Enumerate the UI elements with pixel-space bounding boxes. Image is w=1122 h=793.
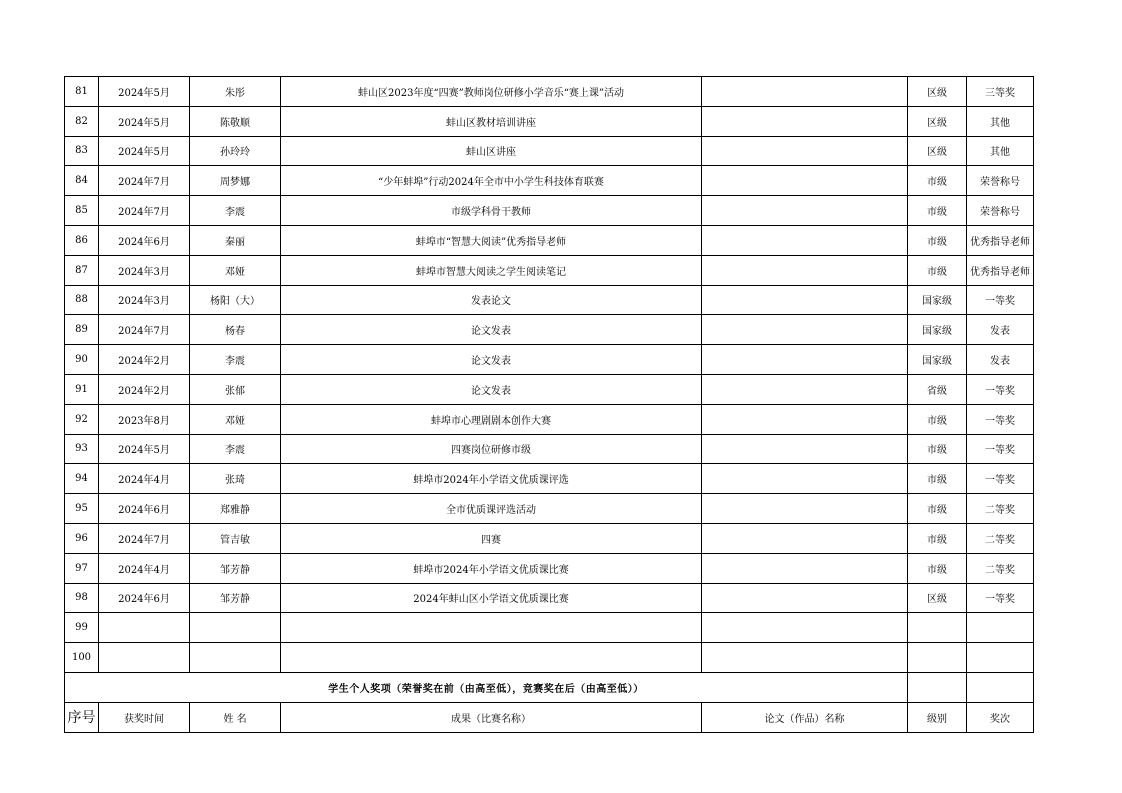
cell-rank[interactable]: 一等奖 [967, 464, 1034, 494]
cell-paper[interactable] [702, 345, 908, 375]
cell-achievement[interactable]: 四赛 [281, 523, 702, 553]
cell-paper[interactable] [702, 523, 908, 553]
section-title-blank-cell[interactable] [967, 672, 1034, 702]
cell-name[interactable]: 李震 [190, 196, 281, 226]
table-row [65, 643, 1034, 673]
cell-name[interactable]: 李震 [190, 345, 281, 375]
cell-name[interactable]: 张郁 [190, 374, 281, 404]
cell-no[interactable]: 100 [65, 643, 99, 673]
cell-level[interactable]: 市级 [908, 166, 967, 196]
cell-rank[interactable]: 二等奖 [967, 553, 1034, 583]
cell-no[interactable]: 88 [65, 285, 99, 315]
cell-achievement[interactable]: 蚌埠市2024年小学语文优质课比赛 [281, 553, 702, 583]
cell-rank[interactable] [967, 643, 1034, 673]
cell-no[interactable]: 95 [65, 494, 99, 524]
cell-no[interactable]: 92 [65, 404, 99, 434]
cell-name[interactable]: 秦丽 [190, 225, 281, 255]
cell-achievement[interactable]: 蚌埠市心理剧剧本创作大赛 [281, 404, 702, 434]
cell-date[interactable]: 2023年8月 [99, 404, 190, 434]
cell-date[interactable] [99, 643, 190, 673]
cell-no[interactable]: 84 [65, 166, 99, 196]
table-row [65, 255, 1034, 285]
cell-no[interactable]: 85 [65, 196, 99, 226]
cell-achievement[interactable]: “少年蚌埠”行动2024年全市中小学生科技体育联赛 [281, 166, 702, 196]
table-row [65, 613, 1034, 643]
cell-no[interactable]: 89 [65, 315, 99, 345]
cell-level[interactable]: 省级 [908, 374, 967, 404]
cell-rank[interactable]: 一等奖 [967, 583, 1034, 613]
cell-rank[interactable]: 其他 [967, 136, 1034, 166]
header-date: 获奖时间 [99, 702, 190, 732]
cell-level[interactable]: 国家级 [908, 345, 967, 375]
cell-rank[interactable]: 发表 [967, 345, 1034, 375]
cell-level[interactable]: 国家级 [908, 285, 967, 315]
cell-paper[interactable] [702, 464, 908, 494]
cell-no[interactable]: 81 [65, 77, 99, 107]
cell-paper[interactable] [702, 315, 908, 345]
header-paper: 论文（作品）名称 [702, 702, 908, 732]
table-row [65, 106, 1034, 136]
cell-rank[interactable] [967, 613, 1034, 643]
cell-level[interactable]: 市级 [908, 404, 967, 434]
cell-achievement[interactable]: 蚌山区讲座 [281, 136, 702, 166]
cell-level[interactable]: 市级 [908, 464, 967, 494]
cell-paper[interactable] [702, 225, 908, 255]
cell-level[interactable]: 市级 [908, 494, 967, 524]
cell-rank[interactable]: 二等奖 [967, 494, 1034, 524]
cell-achievement[interactable]: 四赛岗位研修市级 [281, 434, 702, 464]
section-title-blank-cell[interactable] [908, 672, 967, 702]
cell-no[interactable]: 98 [65, 583, 99, 613]
cell-date[interactable]: 2024年7月 [99, 315, 190, 345]
cell-achievement[interactable]: 全市优质课评选活动 [281, 494, 702, 524]
cell-date[interactable]: 2024年4月 [99, 464, 190, 494]
section-title-row [65, 672, 1034, 702]
cell-no[interactable]: 82 [65, 106, 99, 136]
cell-date[interactable]: 2024年7月 [99, 166, 190, 196]
cell-date[interactable]: 2024年6月 [99, 583, 190, 613]
cell-paper[interactable] [702, 613, 908, 643]
cell-paper[interactable] [702, 285, 908, 315]
cell-name[interactable] [190, 643, 281, 673]
cell-paper[interactable] [702, 106, 908, 136]
cell-date[interactable]: 2024年7月 [99, 196, 190, 226]
table-row [65, 315, 1034, 345]
cell-achievement[interactable]: 论文发表 [281, 345, 702, 375]
cell-rank[interactable]: 荣誉称号 [967, 196, 1034, 226]
cell-achievement[interactable] [281, 643, 702, 673]
cell-achievement[interactable] [281, 613, 702, 643]
cell-level[interactable] [908, 613, 967, 643]
cell-name[interactable]: 管吉敏 [190, 523, 281, 553]
cell-level[interactable]: 区级 [908, 136, 967, 166]
cell-paper[interactable] [702, 166, 908, 196]
cell-name[interactable]: 陈敬顺 [190, 106, 281, 136]
cell-rank[interactable]: 优秀指导老师 [967, 255, 1034, 285]
cell-achievement[interactable]: 2024年蚌山区小学语文优质课比赛 [281, 583, 702, 613]
table-row [65, 404, 1034, 434]
cell-paper[interactable] [702, 77, 908, 107]
cell-date[interactable]: 2024年5月 [99, 106, 190, 136]
cell-name[interactable]: 朱彤 [190, 77, 281, 107]
cell-name[interactable]: 邓娅 [190, 404, 281, 434]
cell-achievement[interactable]: 论文发表 [281, 374, 702, 404]
cell-level[interactable]: 市级 [908, 523, 967, 553]
cell-date[interactable]: 2024年4月 [99, 553, 190, 583]
cell-date[interactable]: 2024年3月 [99, 255, 190, 285]
cell-achievement[interactable]: 论文发表 [281, 315, 702, 345]
cell-achievement[interactable]: 蚌埠市2024年小学语文优质课评选 [281, 464, 702, 494]
award-rows [65, 77, 1034, 673]
table-row [65, 345, 1034, 375]
table-row [65, 136, 1034, 166]
cell-no[interactable]: 91 [65, 374, 99, 404]
cell-date[interactable]: 2024年6月 [99, 494, 190, 524]
cell-rank[interactable]: 一等奖 [967, 404, 1034, 434]
cell-paper[interactable] [702, 255, 908, 285]
cell-paper[interactable] [702, 583, 908, 613]
cell-achievement[interactable]: 蚌埠市智慧大阅读之学生阅读笔记 [281, 255, 702, 285]
cell-date[interactable] [99, 613, 190, 643]
cell-no[interactable]: 86 [65, 225, 99, 255]
cell-paper[interactable] [702, 374, 908, 404]
cell-paper[interactable] [702, 434, 908, 464]
cell-paper[interactable] [702, 136, 908, 166]
awards-table [64, 76, 1034, 733]
cell-no[interactable]: 96 [65, 523, 99, 553]
table-row [65, 166, 1034, 196]
cell-name[interactable]: 杨阳（大） [190, 285, 281, 315]
cell-paper[interactable] [702, 553, 908, 583]
cell-name[interactable]: 邓娅 [190, 255, 281, 285]
cell-date[interactable]: 2024年2月 [99, 374, 190, 404]
table-row [65, 494, 1034, 524]
table-row [65, 434, 1034, 464]
header-name: 姓 名 [190, 702, 281, 732]
header-rank: 奖次 [967, 702, 1034, 732]
cell-name[interactable]: 李震 [190, 434, 281, 464]
cell-date[interactable]: 2024年5月 [99, 136, 190, 166]
cell-rank[interactable]: 优秀指导老师 [967, 225, 1034, 255]
cell-rank[interactable]: 其他 [967, 106, 1034, 136]
table-row [65, 583, 1034, 613]
cell-level[interactable]: 市级 [908, 225, 967, 255]
cell-name[interactable]: 杨春 [190, 315, 281, 345]
cell-name[interactable]: 郑雅静 [190, 494, 281, 524]
cell-level[interactable]: 市级 [908, 196, 967, 226]
header-no: 序号 [65, 702, 99, 732]
cell-name[interactable] [190, 613, 281, 643]
cell-paper[interactable] [702, 404, 908, 434]
cell-level[interactable]: 国家级 [908, 315, 967, 345]
table-row [65, 523, 1034, 553]
cell-no[interactable]: 87 [65, 255, 99, 285]
cell-rank[interactable]: 发表 [967, 315, 1034, 345]
cell-no[interactable]: 93 [65, 434, 99, 464]
cell-name[interactable]: 周梦娜 [190, 166, 281, 196]
table-row [65, 464, 1034, 494]
header-achievement: 成果（比赛名称） [281, 702, 702, 732]
cell-level[interactable]: 市级 [908, 255, 967, 285]
cell-no[interactable]: 99 [65, 613, 99, 643]
cell-level[interactable]: 区级 [908, 583, 967, 613]
cell-level[interactable]: 市级 [908, 553, 967, 583]
cell-name[interactable]: 邹芳静 [190, 583, 281, 613]
cell-name[interactable]: 张琦 [190, 464, 281, 494]
header-level: 级别 [908, 702, 967, 732]
cell-no[interactable]: 94 [65, 464, 99, 494]
cell-rank[interactable]: 一等奖 [967, 374, 1034, 404]
cell-achievement[interactable]: 蚌山区教材培训讲座 [281, 106, 702, 136]
cell-paper[interactable] [702, 643, 908, 673]
column-header-row [65, 702, 1034, 732]
cell-rank[interactable]: 荣誉称号 [967, 166, 1034, 196]
cell-rank[interactable]: 三等奖 [967, 77, 1034, 107]
cell-level[interactable]: 区级 [908, 77, 967, 107]
section-title: 学生个人奖项（荣誉奖在前（由高至低），竞赛奖在后（由高至低）） [65, 672, 908, 702]
table-row [65, 77, 1034, 107]
cell-level[interactable]: 区级 [908, 106, 967, 136]
cell-achievement[interactable]: 蚌山区2023年度“四赛”教师岗位研修小学音乐“赛上课”活动 [281, 77, 702, 107]
cell-no[interactable]: 97 [65, 553, 99, 583]
cell-paper[interactable] [702, 494, 908, 524]
cell-rank[interactable]: 一等奖 [967, 285, 1034, 315]
cell-name[interactable]: 邹芳静 [190, 553, 281, 583]
cell-date[interactable]: 2024年5月 [99, 434, 190, 464]
cell-date[interactable]: 2024年7月 [99, 523, 190, 553]
cell-rank[interactable]: 一等奖 [967, 434, 1034, 464]
cell-level[interactable] [908, 643, 967, 673]
cell-date[interactable]: 2024年6月 [99, 225, 190, 255]
cell-achievement[interactable]: 发表论文 [281, 285, 702, 315]
table-row [65, 225, 1034, 255]
cell-achievement[interactable]: 市级学科骨干教师 [281, 196, 702, 226]
table-row [65, 196, 1034, 226]
table-row [65, 285, 1034, 315]
cell-level[interactable]: 市级 [908, 434, 967, 464]
table-row [65, 374, 1034, 404]
cell-no[interactable]: 83 [65, 136, 99, 166]
table-row [65, 553, 1034, 583]
cell-date[interactable]: 2024年2月 [99, 345, 190, 375]
cell-date[interactable]: 2024年3月 [99, 285, 190, 315]
cell-achievement[interactable]: 蚌埠市“智慧大阅读”优秀指导老师 [281, 225, 702, 255]
cell-date[interactable]: 2024年5月 [99, 77, 190, 107]
cell-paper[interactable] [702, 196, 908, 226]
cell-name[interactable]: 孙玲玲 [190, 136, 281, 166]
cell-rank[interactable]: 二等奖 [967, 523, 1034, 553]
cell-no[interactable]: 90 [65, 345, 99, 375]
